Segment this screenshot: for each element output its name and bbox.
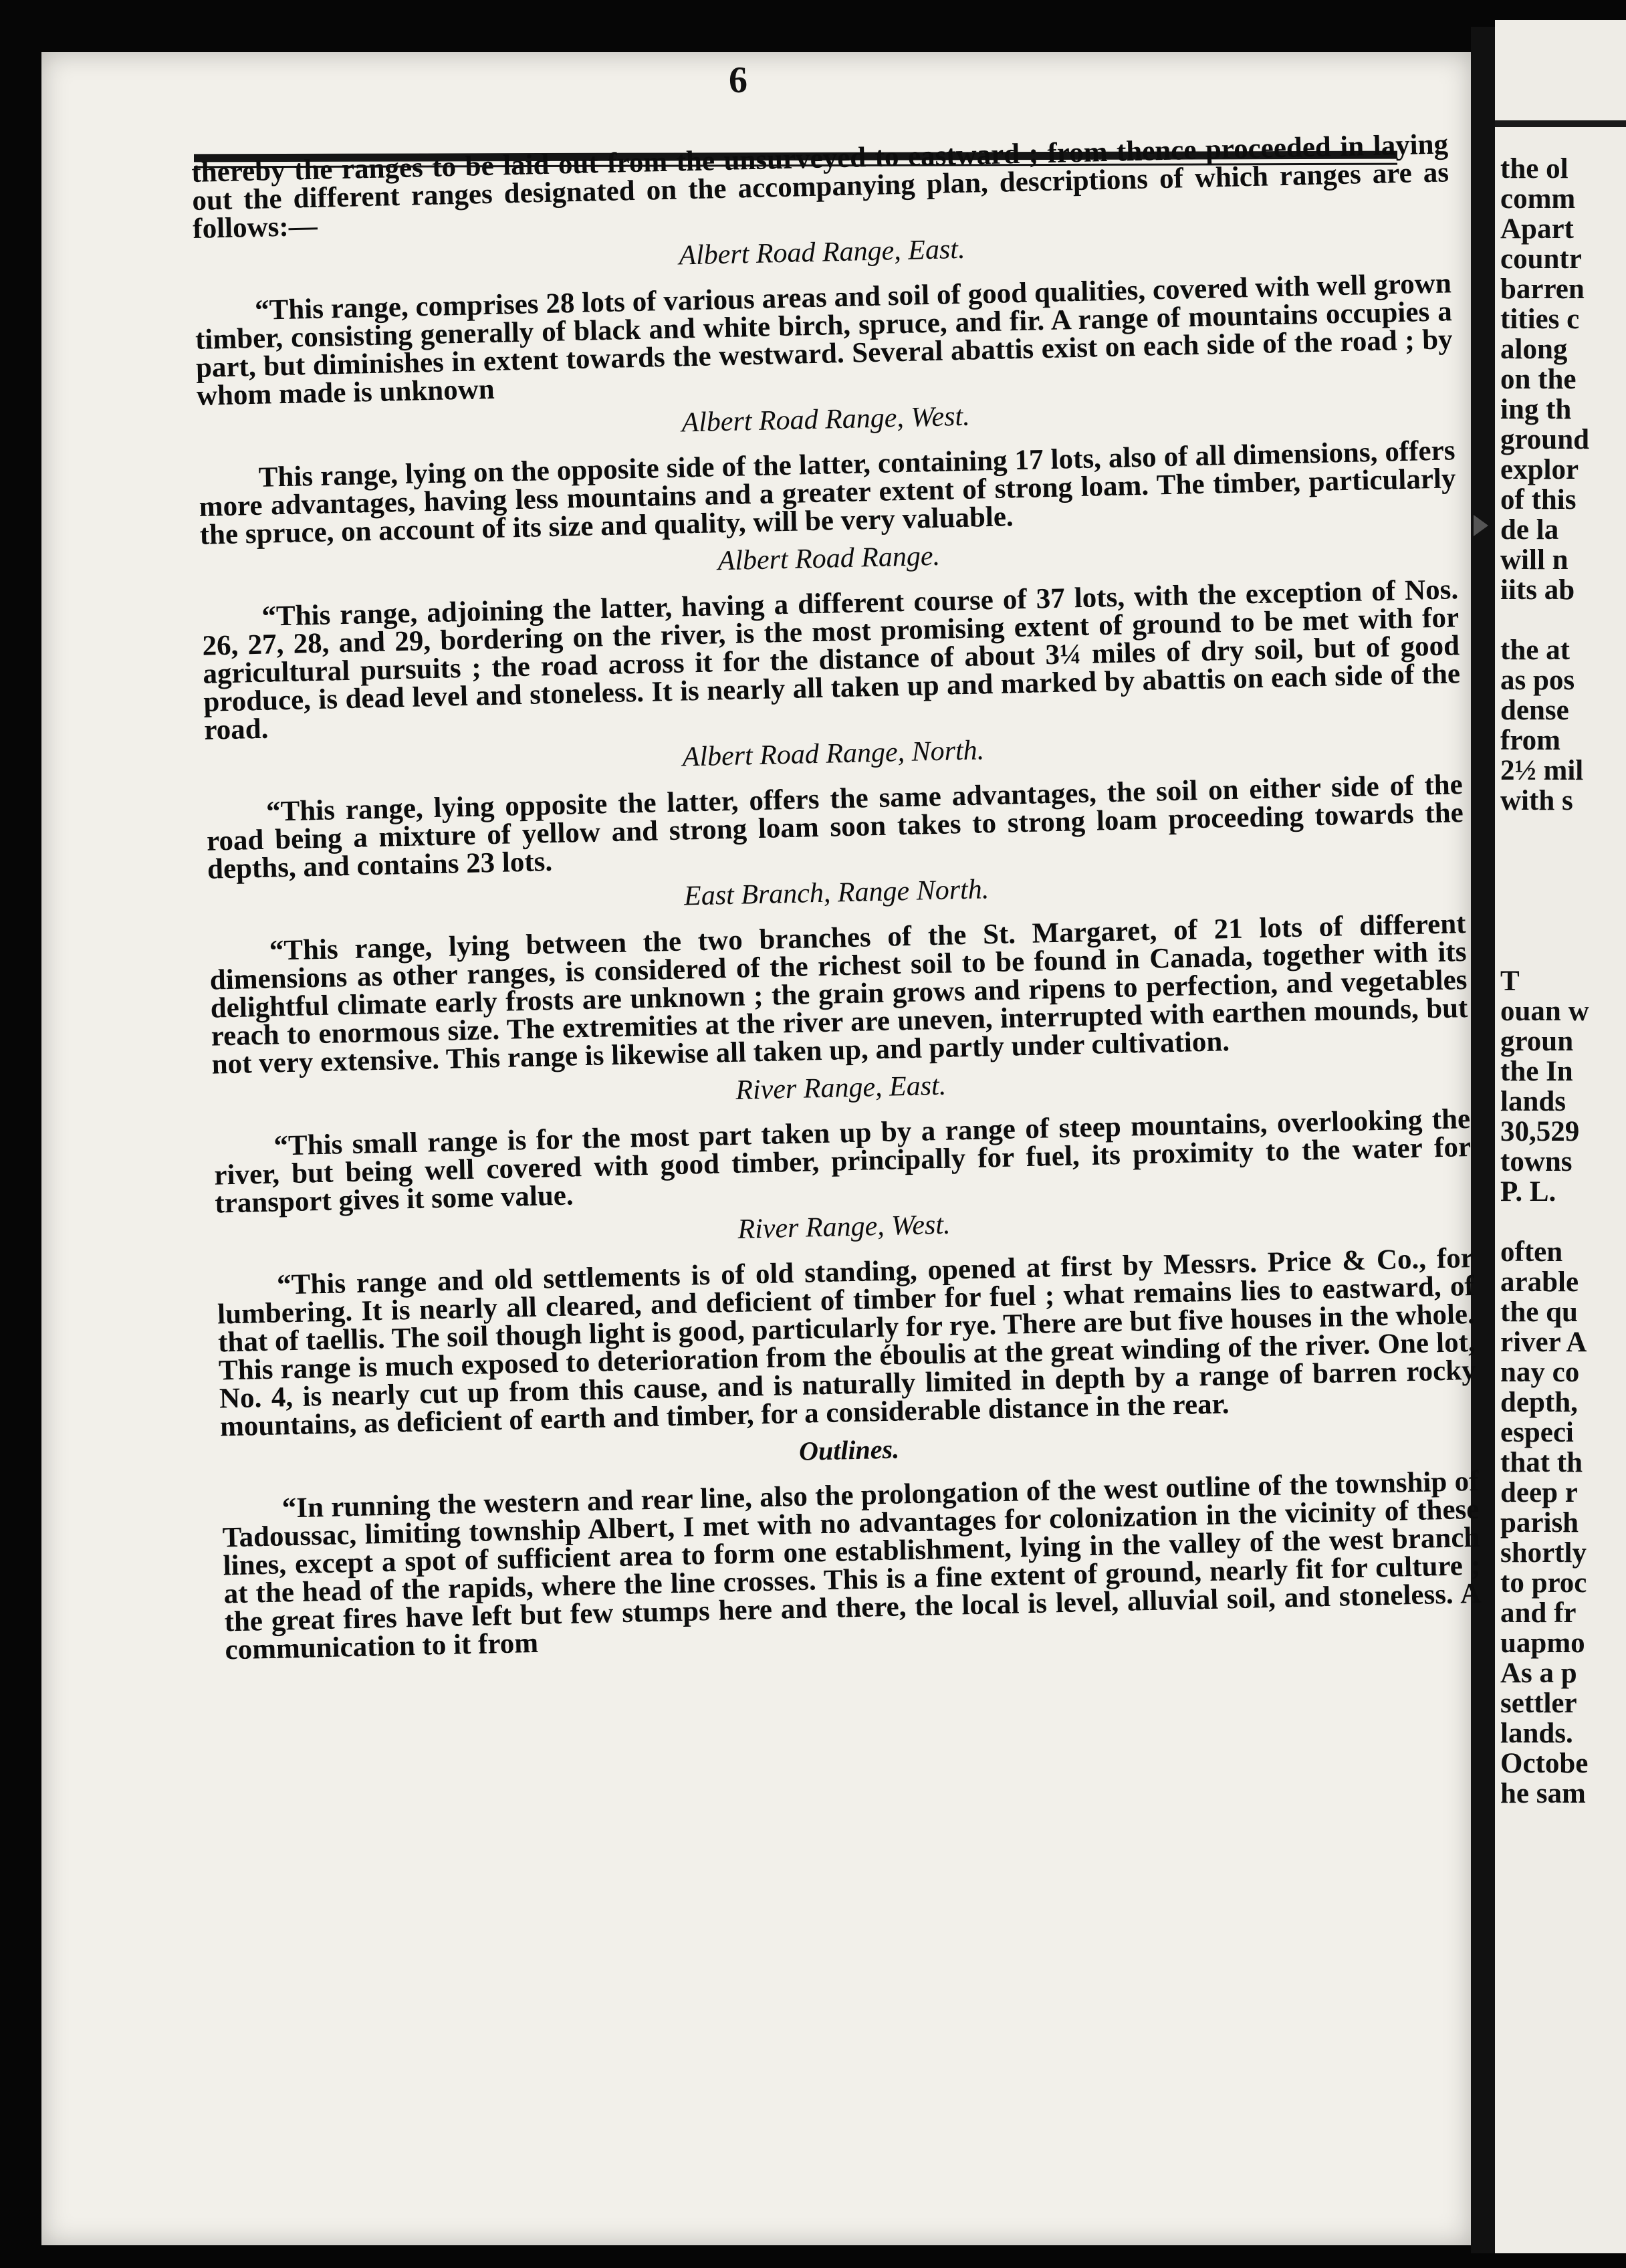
right-page-line: ouan w xyxy=(1500,996,1589,1027)
section-paragraph: “This range, comprises 28 lots of various areas and soil of good qualities, covered with well grown timber, consisting generally of black and white birch, spruce, and fir. A range of mountains occupies a part, but diminishes in extent towards the westward. Several abattis exist on each side of the road ; by whom made is unknown xyxy=(195,267,1454,412)
right-page-line: arable xyxy=(1500,1266,1579,1298)
body-text xyxy=(191,130,1482,1674)
right-page-line: towns xyxy=(1500,1146,1573,1177)
right-page-line: 30,529 xyxy=(1500,1116,1580,1147)
right-page-line: barren xyxy=(1500,273,1585,305)
right-page-line: uapmo xyxy=(1500,1627,1585,1659)
section-paragraph: “This range, lying opposite the latter, offers the same advantages, the soil on either side of the road being a mixture of yellow and strong loam soon takes to strong loam proceeding towards the depths, and contains 23 lots. xyxy=(206,769,1464,885)
right-page-line: river A xyxy=(1500,1327,1587,1358)
right-page-line: 2½ mil xyxy=(1500,755,1584,786)
right-page-line: lands xyxy=(1500,1086,1566,1117)
right-page-line xyxy=(1500,906,1626,936)
section-heading: River Range, West. xyxy=(737,1209,951,1245)
section-paragraph: This range, lying on the opposite side of the latter, containing 17 lots, also of all dimensions, offers more advantages, having less mountains and a greater extent of strong loam. The timber, particularly the spruce, on account of its size and quality, will be very valuable. xyxy=(199,435,1456,551)
section-heading: Outlines. xyxy=(798,1434,900,1466)
right-page-line: ground xyxy=(1500,424,1590,455)
right-page-line: especi xyxy=(1500,1417,1574,1448)
right-page-line: groun xyxy=(1500,1026,1574,1057)
right-page-line: settler xyxy=(1500,1688,1577,1719)
right-page-line: as pos xyxy=(1500,665,1575,696)
right-page-line: lands. xyxy=(1500,1718,1573,1749)
right-page-line: iits ab xyxy=(1500,574,1575,606)
right-page-line: nay co xyxy=(1500,1357,1580,1388)
right-page-line: that th xyxy=(1500,1447,1583,1478)
right-page-line: dense xyxy=(1500,695,1569,726)
right-page-line: to proc xyxy=(1500,1567,1587,1599)
section-paragraph: “This small range is for the most part taken up by a range of steep mountains, overlooking the river, but being well covered with good timber, principally for fuel, its proximity to the water for transport gives it some value. xyxy=(213,1103,1472,1220)
right-page-line: the In xyxy=(1500,1056,1573,1087)
right-page-line xyxy=(1500,846,1626,876)
right-page-line xyxy=(1500,605,1626,635)
right-page-line: on the xyxy=(1500,364,1577,395)
right-page-line: shortly xyxy=(1500,1537,1587,1569)
fold-mark xyxy=(1474,515,1488,536)
right-page-line: T xyxy=(1500,966,1520,997)
right-page-line: depth, xyxy=(1500,1387,1578,1418)
right-page-line: the ol xyxy=(1500,153,1569,185)
right-page-line: Apart xyxy=(1500,213,1574,245)
right-page-line: from xyxy=(1500,725,1560,756)
right-page-line: of this xyxy=(1500,484,1577,516)
right-page-text xyxy=(1500,154,1626,1809)
section-heading: Albert Road Range. xyxy=(717,540,941,577)
section-heading: Albert Road Range, East. xyxy=(678,233,965,271)
right-page-line xyxy=(1500,876,1626,906)
section-heading: River Range, East. xyxy=(735,1070,947,1106)
right-page-line: parish xyxy=(1500,1507,1579,1539)
right-page xyxy=(1495,20,1626,2253)
intro-paragraph: thereby the ranges to be laid out from the unsurveyed to eastward ; from thence proceeded in laying out the different ranges designated on the accompanying plan, descriptions of which ranges are as follows:— xyxy=(191,128,1449,245)
section-paragraph: “This range, lying between the two branches of the St. Margaret, of 21 lots of different dimensions as other ranges, is considered of the richest soil to be found in Canada, together with its delightful climate early frosts are unknown ; the grain grows and ripens to perfection, and vegetables reach to enormous size. The extremities at the river are uneven, interrupted with earthen mounds, but not very extensive. This range is likewise all taken up, and partly under cultivation. xyxy=(209,908,1468,1081)
right-page-line: he sam xyxy=(1500,1778,1586,1809)
right-page-line: ing th xyxy=(1500,394,1572,425)
section-paragraph: “In running the western and rear line, also the prolongation of the west outline of the township of Tadoussac, limiting township Albert, I met with no advantages for colonization in the vicinity of these lines, except a spot of sufficient area to form one establishment, lying in the valley of the west branch at the head of the rapids, where the line crosses. This is a fine extent of ground, nearly fit for culture ; the great fires have left but few stumps here and there, the local is level, alluvial soil, and stoneless. A communication to it from xyxy=(222,1465,1482,1666)
section-heading: Albert Road Range, West. xyxy=(681,401,971,439)
section-paragraph: “This range and old settlements is of old standing, opened at first by Messrs. Price & Co., for lumbering. It is nearly all cleared, and deficient of timber for fuel ; what remains lies to eastward, of that of taellis. The soil though light is good, particularly for rye. There are but five houses in the whole. This range is much exposed to deterioration from the éboulis at the great winding of the river. One lot, No. 4, is nearly cut up from this cause, and is naturally limited in depth by a range of barren rocky mountains, as deficient of earth and timber, for a considerable distance in the rear. xyxy=(217,1242,1477,1443)
page-gutter xyxy=(1471,27,1495,2253)
right-page-line: the qu xyxy=(1500,1296,1578,1328)
right-page-line: countr xyxy=(1500,243,1582,275)
right-page-line xyxy=(1500,816,1626,846)
right-page-line: the at xyxy=(1500,635,1570,666)
right-page-line: will n xyxy=(1500,544,1569,576)
right-page-line: and fr xyxy=(1500,1597,1577,1629)
section-paragraph: “This range, adjoining the latter, having a different course of 37 lots, with the exception of Nos. 26, 27, 28, and 29, bordering on the river, is the most promising extent of ground to be met with for agricultural pursuits ; the road across it for the distance of about 3¼ miles of dry soil, but of good produce, is dead level and stoneless. It is nearly all taken up and marked by abattis on each side of the road. xyxy=(201,574,1461,746)
section-heading: East Branch, Range North. xyxy=(683,874,990,912)
page-number: 6 xyxy=(729,60,747,101)
right-page-line: comm xyxy=(1500,183,1576,215)
right-page-line: along xyxy=(1500,334,1568,365)
right-page-line xyxy=(1500,936,1626,966)
section-heading: Albert Road Range, North. xyxy=(682,735,985,773)
right-page-line: Octobe xyxy=(1500,1748,1589,1779)
right-page-line: As a p xyxy=(1500,1658,1577,1689)
right-page-line: P. L. xyxy=(1500,1176,1556,1208)
right-page-line: with s xyxy=(1500,785,1573,816)
right-page-line: tities c xyxy=(1500,304,1580,335)
right-page-line: de la xyxy=(1500,514,1559,546)
right-header-rule xyxy=(1495,120,1626,127)
right-page-line: explor xyxy=(1500,454,1579,485)
right-page-line: often xyxy=(1500,1236,1563,1268)
right-page-line xyxy=(1500,1207,1626,1237)
right-page-line: deep r xyxy=(1500,1477,1578,1508)
